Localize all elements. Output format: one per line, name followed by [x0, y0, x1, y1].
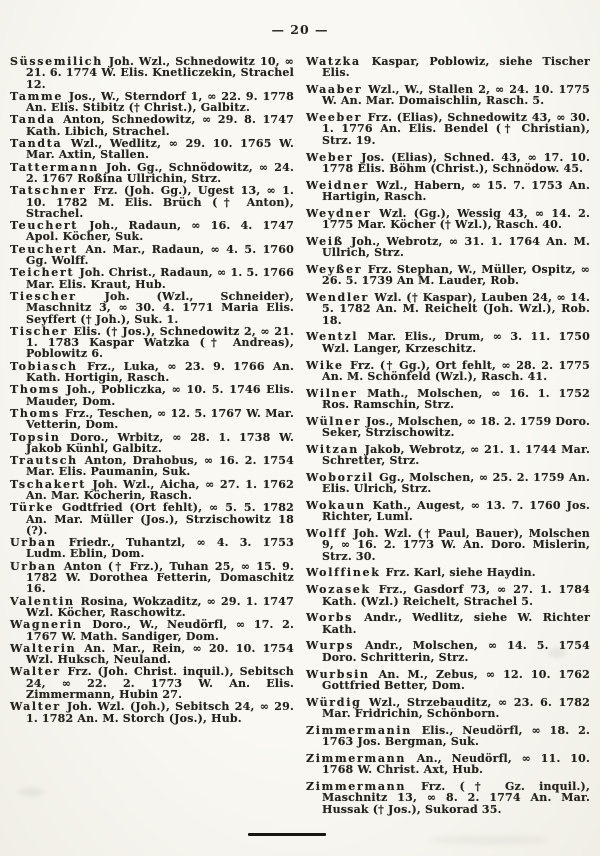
entry-details: Frz., Luka, ∞ 23. 9. 1766 An. Kath. Hortigin, Rasch.: [26, 359, 294, 385]
entry-details: Wzl., Habern, ∞ 15. 7. 1753 An. Hartigin, Rasch.: [322, 178, 590, 203]
entry-surname: Wolffinek: [306, 566, 381, 580]
entry-surname: Weyßer: [306, 262, 363, 276]
register-entry: [306, 781, 590, 815]
entry-surname: Worbs: [306, 611, 353, 625]
register-entry: [10, 185, 294, 219]
entry-surname: Weber: [306, 150, 354, 164]
register-entry: [10, 561, 294, 595]
entry-surname: Watzka: [306, 55, 361, 68]
entry-surname: Teichert: [10, 266, 75, 280]
register-entry: [10, 502, 294, 536]
entry-details: Anton, Drahobus, ∞ 16. 2. 1754 Mar. Elis. Paumanin, Suk.: [26, 454, 294, 479]
register-entry: [10, 701, 294, 724]
entry-details: Elis., Neudörfl, ∞ 18. 2. 1763 Jos. Bergman, Suk.: [322, 723, 590, 749]
entry-details: Doro., W., Neudörfl, ∞ 17. 2. 1767 W. Math. Sandiger, Dom.: [26, 618, 294, 643]
entry-details: Joh., Pobliczka, ∞ 10. 5. 1746 Elis. Mauder, Dom.: [26, 383, 294, 408]
entry-surname: Urban: [10, 536, 57, 550]
register-entry: [10, 91, 294, 114]
entry-surname: Tschakert: [10, 477, 86, 491]
entry-details: Anton († Frz.), Tuhan 25, ∞ 15. 9. 1782 W. Dorothea Fetterin, Domaschitz 16.: [26, 559, 294, 596]
register-entry: [10, 384, 294, 407]
entry-surname: Zimmermann: [306, 779, 407, 793]
entry-details: Frz. († Gz. inquil.), Maschnitz 13, ∞ 8. 2. 1774 An. Mar. Hussak († Jos.), Sukorad 35.: [322, 779, 590, 816]
entry-details: Frz. († Gg.), Ort fehlt, ∞ 28. 2. 1775 An. M. Schönfeld (Wzl.), Rasch. 41.: [322, 358, 590, 383]
register-entry: [10, 244, 294, 267]
entry-details: Joh. (Wzl., Schneider), Maschnitz 3, ∞ 30. 4. 1771 Maria Elis. Seyffert († Joh.), Suk. 1.: [26, 289, 294, 326]
entry-surname: Weidner: [306, 178, 370, 192]
entry-details: Elis. († Jos.), Schnedowitz 2, ∞ 21. 1. 1783 Kaspar Watzka († Andreas), Poblowitz 6.: [26, 324, 294, 361]
entry-surname: Wurps: [306, 639, 355, 653]
register-entry: [10, 114, 294, 137]
entry-details: Wzl., Strzebauditz, ∞ 23. 6. 1782 Mar. Fridrichin, Schönborn.: [322, 695, 590, 720]
register-entry: [306, 360, 590, 383]
entry-details: Frz. (Elias), Schnedowitz 43, ∞ 30. 1. 1776 An. Elis. Bendel († Christian), Strz. 19.: [322, 111, 590, 147]
entry-surname: Zimmermann: [306, 751, 407, 765]
entry-details: Friedr., Tuhantzl, ∞ 4. 3. 1753 Ludm. Eblin, Dom.: [26, 536, 294, 561]
entry-surname: Türke: [10, 501, 55, 515]
entry-surname: Weiß: [306, 234, 344, 248]
register-columns: [10, 56, 590, 820]
register-entry: [306, 669, 590, 692]
register-entry: [306, 444, 590, 467]
entry-surname: Woborzil: [306, 470, 374, 484]
entry-surname: Weydner: [306, 206, 372, 220]
entry-details: Joh. Wzl., Schnedowitz 10, ∞ 21. 6. 1774 W. Elis. Knetliczekin, Strachel 12.: [26, 55, 294, 91]
entry-details: Jos., W., Sterndorf 1, ∞ 22. 9. 1778 An. Elis. Stibitz († Christ.), Galbitz.: [26, 89, 294, 115]
entry-details: An. Mar., Rein, ∞ 20. 10. 1754 Wzl. Huksch, Neuland.: [26, 641, 294, 667]
register-entry: [10, 162, 294, 185]
entry-surname: Trautsch: [10, 454, 78, 468]
entry-details: Kaspar, Poblowiz, siehe Tischer Elis.: [322, 55, 590, 80]
entry-surname: Walter: [10, 665, 61, 679]
entry-surname: Teuchert: [10, 219, 79, 233]
register-entry: [10, 267, 294, 290]
entry-details: An., Neudörfl, ∞ 11. 10. 1768 W. Christ. Axt, Hub.: [322, 751, 590, 777]
end-divider-rule: [248, 833, 326, 836]
entry-details: Godtfried (Ort fehlt), ∞ 5. 5. 1782 An. Mar. Müller (Jos.), Strzischowitz 18 (?).: [26, 501, 294, 537]
entry-surname: Tatschner: [10, 184, 87, 198]
entry-surname: Wike: [306, 358, 344, 372]
register-entry: [306, 56, 590, 79]
register-entry: [306, 180, 590, 203]
entry-details: Andr., Wedlitz, siehe W. Richter Kath.: [322, 611, 590, 636]
register-entry: [10, 596, 294, 619]
register-entry: [10, 479, 294, 502]
register-entry: [306, 697, 590, 720]
entry-details: Frz. (Joh. Gg.), Ugest 13, ∞ 1. 10. 1782 M. Elis. Brüch († Anton), Strachel.: [26, 184, 294, 220]
entry-surname: Topsin: [10, 430, 61, 444]
entry-details: Joh., Webrotz, ∞ 31. 1. 1764 An. M. Ullrich, Strz.: [322, 234, 590, 260]
page-number: — 20 —: [271, 22, 329, 37]
register-entry: [306, 331, 590, 354]
entry-surname: Süssemilich: [10, 55, 103, 68]
register-entry: [306, 640, 590, 663]
entry-surname: Tanda: [10, 113, 56, 127]
entry-surname: Würdig: [306, 695, 362, 709]
register-entry: [10, 220, 294, 243]
entry-surname: Waaber: [306, 83, 363, 97]
register-entry: [306, 472, 590, 495]
entry-details: Frz., Teschen, ∞ 12. 5. 1767 W. Mar. Vetterin, Dom.: [26, 406, 294, 432]
entry-details: Joh. Christ., Radaun, ∞ 1. 5. 1766 Mar. Elis. Kraut, Hub.: [26, 266, 294, 291]
entry-surname: Urban: [10, 559, 57, 573]
register-entry: [10, 138, 294, 161]
entry-surname: Walterin: [10, 641, 77, 655]
register-entry: [10, 408, 294, 431]
register-entry: [10, 537, 294, 560]
entry-details: Gg., Molschen, ∞ 25. 2. 1759 An. Elis. Ulrich, Strz.: [322, 470, 590, 496]
entry-surname: Thoms: [10, 406, 60, 420]
register-entry: [306, 208, 590, 231]
register-entry: [10, 455, 294, 478]
entry-details: Joh., Radaun, ∞ 16. 4. 1747 Apol. Köcher, Suk.: [26, 219, 294, 244]
register-entry: [306, 112, 590, 146]
register-entry: [10, 619, 294, 642]
entry-details: Wzl. (Gg.), Wessig 43, ∞ 14. 2. 1775 Mar. Köcher († Wzl.), Rasch. 40.: [322, 206, 590, 232]
scan-smudge: [430, 836, 550, 844]
entry-details: Rosina, Wokzaditz, ∞ 29. 1. 1747 Wzl. Köcher, Raschowitz.: [26, 594, 294, 619]
entry-surname: Teuchert: [10, 242, 79, 256]
entry-surname: Wurbsin: [306, 667, 370, 681]
register-entry: [10, 432, 294, 455]
entry-surname: Tandta: [10, 137, 63, 151]
register-entry: [10, 291, 294, 325]
entry-details: Frz. Stephan, W., Müller, Ospitz, ∞ 26. 5. 1739 An M. Lauder, Rob.: [322, 262, 590, 288]
entry-surname: Tiescher: [10, 289, 77, 303]
register-entry: [10, 326, 294, 360]
register-entry: [306, 236, 590, 259]
register-entry: [306, 528, 590, 562]
entry-surname: Wendler: [306, 291, 370, 305]
register-entry: [306, 725, 590, 748]
register-entry: [306, 264, 590, 287]
entry-details: Doro., Wrbitz, ∞ 28. 1. 1738 W. Jakob Künhl, Galbitz.: [26, 430, 294, 455]
entry-details: Joh. Wzl. (Joh.), Sebitsch 24, ∞ 29. 1. 1782 An. M. Storch (Jos.), Hub.: [26, 700, 294, 725]
register-entry: [306, 584, 590, 607]
entry-surname: Zimmermanin: [306, 723, 412, 737]
entry-surname: Witzan: [306, 442, 359, 456]
entry-details: An. M., Zebus, ∞ 12. 10. 1762 Gottfried Better, Dom.: [322, 667, 590, 692]
register-entry: [306, 753, 590, 776]
entry-details: Andr., Molschen, ∞ 14. 5. 1754 Doro. Schritterin, Strz.: [322, 639, 590, 664]
entry-details: Frz. Karl, siehe Haydin.: [381, 566, 536, 580]
register-entry: [306, 388, 590, 411]
entry-surname: Tobiasch: [10, 359, 78, 373]
entry-details: Math., Molschen, ∞ 16. 1. 1752 Ros. Ramschin, Strz.: [322, 386, 590, 411]
entry-details: Jakob, Webrotz, ∞ 21. 1. 1744 Mar. Schretter, Strz.: [322, 442, 590, 468]
entry-details: Anton, Schnedowitz, ∞ 29. 8. 1747 Kath. Libich, Strachel.: [26, 113, 294, 138]
entry-details: Frz., Gasdorf 73, ∞ 27. 1. 1784 Kath. (Wzl.) Reichelt, Strachel 5.: [322, 583, 590, 608]
right-column: [306, 56, 590, 820]
entry-details: Joh. Wzl., Aicha, ∞ 27. 1. 1762 An. Mar. Köcherin, Rasch.: [26, 477, 294, 502]
entry-surname: Wentzl: [306, 330, 359, 344]
register-entry: [306, 500, 590, 523]
entry-details: Jos., Molschen, ∞ 18. 2. 1759 Doro. Seker, Strzischowitz.: [322, 414, 590, 440]
register-entry: [306, 84, 590, 107]
entry-surname: Tamme: [10, 89, 64, 103]
entry-surname: Valentin: [10, 594, 75, 608]
entry-surname: Wagnerin: [10, 618, 83, 632]
entry-surname: Wülner: [306, 414, 362, 428]
entry-surname: Wozasek: [306, 583, 371, 597]
entry-surname: Weeber: [306, 111, 363, 125]
entry-surname: Wokaun: [306, 499, 366, 512]
register-entry: [10, 361, 294, 384]
entry-details: Wzl., W., Stallen 2, ∞ 24. 10. 1775 W. An. Mar. Domaischlin, Rasch. 5.: [322, 83, 590, 108]
entry-surname: Tattermann: [10, 160, 99, 174]
register-entry: [306, 292, 590, 326]
entry-details: Mar. Elis., Drum, ∞ 3. 11. 1750 Wzl. Langer, Krzeschitz.: [322, 330, 590, 355]
register-entry: [10, 643, 294, 666]
entry-surname: Wolff: [306, 527, 347, 541]
entry-details: Joh. Gg., Schnödowitz, ∞ 24. 2. 1767 Roßina Ullrichin, Strz.: [26, 160, 294, 185]
register-entry: [306, 152, 590, 175]
entry-details: Frz. (Joh. Christ. inquil.), Sebitsch 24, ∞ 22. 2. 1773 W. An. Elis. Zimmermann, Hubin 27.: [26, 665, 294, 702]
entry-details: Kath., Augest, ∞ 13. 7. 1760 Jos. Richter, Luml.: [322, 499, 590, 524]
entry-details: Wzl., Wedlitz, ∞ 29. 10. 1765 W. Mar. Axtin, Stallen.: [26, 137, 294, 162]
register-entry: [10, 666, 294, 700]
entry-details: An. Mar., Radaun, ∞ 4. 5. 1760 Gg. Wolff.: [26, 242, 294, 268]
entry-surname: Wilner: [306, 386, 358, 400]
register-entry: [306, 612, 590, 635]
register-entry: [306, 567, 590, 578]
entry-details: Jos. (Elias), Schned. 43, ∞ 17. 10. 1778 Elis. Böhm (Christ.), Schnödow. 45.: [322, 150, 590, 175]
entry-surname: Thoms: [10, 383, 60, 397]
entry-details: Wzl. († Kaspar), Lauben 24, ∞ 14. 5. 1782 An. M. Reichelt (Joh. Wzl.), Rob. 18.: [322, 291, 590, 327]
left-column: [10, 56, 294, 820]
register-entry: [10, 56, 294, 90]
entry-details: Joh. Wzl. († Paul, Bauer), Molschen 9, ∞ 16. 2. 1773 W. An. Doro. Mislerin, Strz. 30.: [322, 527, 590, 563]
entry-surname: Tischer: [10, 324, 68, 338]
register-entry: [306, 416, 590, 439]
entry-surname: Walter: [10, 700, 61, 714]
